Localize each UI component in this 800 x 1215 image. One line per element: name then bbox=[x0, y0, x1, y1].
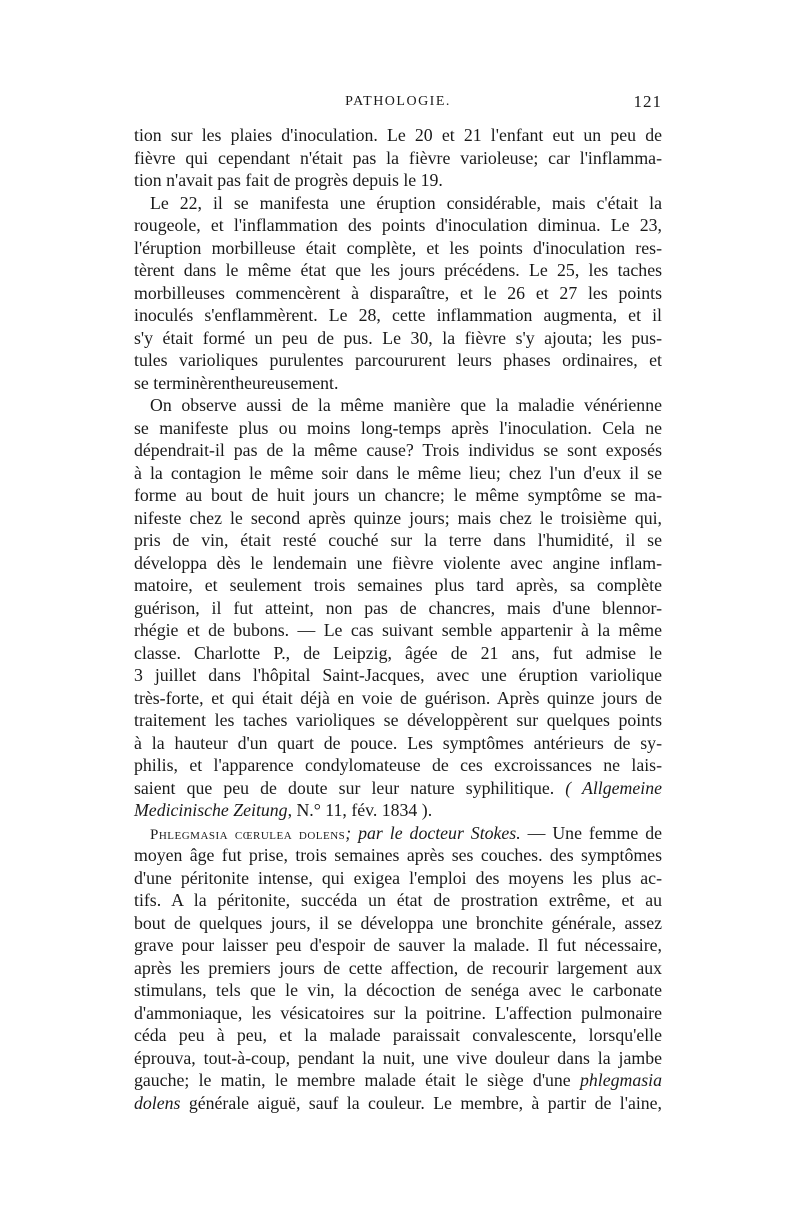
text-line: d'une péritonite intense, qui exigea l'emploi des moyens les plus ac- bbox=[134, 867, 662, 888]
text-line: nifeste chez le second après quinze jours; mais chez le troisième qui, bbox=[134, 507, 662, 528]
text-line: rhégie et de bubons. — Le cas suivant semble appartenir à la même bbox=[134, 620, 662, 640]
text-line bbox=[134, 1069, 662, 1092]
text-line: moyen âge fut prise, trois semaines après ses couches. des symptômes bbox=[134, 845, 662, 865]
text-line: forme au bout de huit jours un chancre; le même symptôme se ma- bbox=[134, 485, 662, 505]
text-line: très-forte, et qui était déjà en voie de guérison. Après quinze jours de bbox=[134, 687, 662, 708]
text-line: pris de vin, était resté couché sur la terre dans l'humidité, il se bbox=[134, 530, 662, 550]
text-line: d'ammoniaque, les vésicatoires sur la poitrine. L'affection pulmonaire bbox=[134, 1002, 662, 1023]
medical-term: dolens bbox=[134, 1092, 181, 1113]
article-heading: Phlegmasia cœrulea dolens bbox=[150, 826, 346, 843]
text-line: se terminèrentheureusement. bbox=[134, 372, 339, 393]
text-line: s'y était formé un peu de pus. Le 30, la fièvre s'y ajouta; les pus- bbox=[134, 327, 662, 348]
text-line bbox=[134, 1092, 662, 1115]
page-header bbox=[134, 92, 662, 116]
text-line bbox=[134, 799, 662, 822]
journal-title: Medicinische Zeitung bbox=[134, 800, 288, 820]
text-line: classe. Charlotte P., de Leipzig, âgée de 21 ans, fut admise le bbox=[134, 642, 662, 663]
line-text: gauche; le matin, le membre malade était le siège d'une bbox=[134, 1070, 571, 1090]
text-line: développa dès le lendemain une fièvre violente avec angine inflam- bbox=[134, 552, 662, 573]
text-line: On observe aussi de la même manière que la maladie vénérienne bbox=[150, 395, 662, 415]
citation-ref: , N.° 11, fév. 1834 ). bbox=[287, 800, 433, 820]
body-text bbox=[134, 124, 662, 1114]
medical-term: phlegmasia bbox=[580, 1070, 662, 1090]
text-line: fièvre qui cependant n'était pas la fièvre varioleuse; car l'inflamma- bbox=[134, 147, 662, 168]
text-line: dépendrait-il pas de la même cause? Trois individus se sont exposés bbox=[134, 440, 662, 460]
text-line: 3 juillet dans l'hôpital Saint-Jacques, avec une éruption variolique bbox=[134, 665, 662, 685]
text-line: éprouva, tout-à-coup, pendant la nuit, une vive douleur dans la jambe bbox=[134, 1047, 662, 1068]
text-line bbox=[134, 822, 662, 845]
line-text: générale aiguë, sauf la couleur. Le membre, à partir de l'aine, bbox=[180, 1092, 662, 1113]
text-line: Le 22, il se manifesta une éruption considérable, mais c'était la bbox=[150, 192, 662, 213]
text-line: bout de quelques jours, il se développa une bronchite générale, assez bbox=[134, 912, 662, 933]
article-author: ; par le docteur Stokes. bbox=[345, 822, 521, 843]
text-line: traitement les taches varioliques se développèrent sur quelques points bbox=[134, 710, 662, 730]
text-line: à la hauteur d'un quart de pouce. Les symptômes antérieurs de sy- bbox=[134, 732, 662, 753]
text-line: inoculés s'enflammèrent. Le 28, cette inflammation augmenta, et il bbox=[134, 305, 662, 325]
text-line: morbilleuses commencèrent à disparaître, et le 26 et 27 les points bbox=[134, 282, 662, 303]
text-line: tules varioliques purulentes parcoururent leurs phases ordinaires, et bbox=[134, 350, 662, 370]
text-line: stimulans, tels que le vin, la décoction de senéga avec le carbonate bbox=[134, 980, 662, 1000]
text-line: tion n'avait pas fait de progrès depuis le 19. bbox=[134, 170, 443, 190]
line-text: — Une femme de bbox=[520, 822, 662, 843]
page-number: 121 bbox=[633, 92, 662, 111]
text-line: à la contagion le même soir dans le même lieu; chez l'un d'eux il se bbox=[134, 462, 662, 483]
text-line bbox=[134, 777, 662, 800]
source-citation: ( Allgemeine bbox=[565, 777, 662, 798]
text-line: tifs. A la péritonite, succéda un état de prostration extrême, et au bbox=[134, 890, 662, 910]
text-line: céda peu à peu, et la malade paraissait convalescente, lorsqu'elle bbox=[134, 1025, 662, 1045]
text-line: tion sur les plaies d'inoculation. Le 20 et 21 l'enfant eut un peu de bbox=[134, 125, 662, 145]
text-line: se manifeste plus ou moins long-temps après l'inoculation. Cela ne bbox=[134, 417, 662, 438]
text-line: guérison, il fut atteint, non pas de chancres, mais d'une blennor- bbox=[134, 597, 662, 618]
text-line: matoire, et seulement trois semaines plus tard après, sa complète bbox=[134, 575, 662, 595]
text-line: philis, et l'apparence condylomateuse de ces excroissances ne lais- bbox=[134, 755, 662, 775]
text-line: tèrent dans le même état que les jours précédens. Le 25, les taches bbox=[134, 260, 662, 280]
text-line: l'éruption morbilleuse était complète, et les points d'inoculation res- bbox=[134, 237, 662, 258]
text-line: rougeole, et l'inflammation des points d'inoculation diminua. Le 23, bbox=[134, 215, 662, 235]
text-line: après les premiers jours de cette affection, de recourir largement aux bbox=[134, 957, 662, 978]
line-text: saient que peu de doute sur leur nature syphilitique. bbox=[134, 777, 555, 798]
running-title: PATHOLOGIE. bbox=[345, 94, 451, 109]
text-line: grave pour laisser peu d'espoir de sauver la malade. Il fut nécessaire, bbox=[134, 935, 662, 955]
